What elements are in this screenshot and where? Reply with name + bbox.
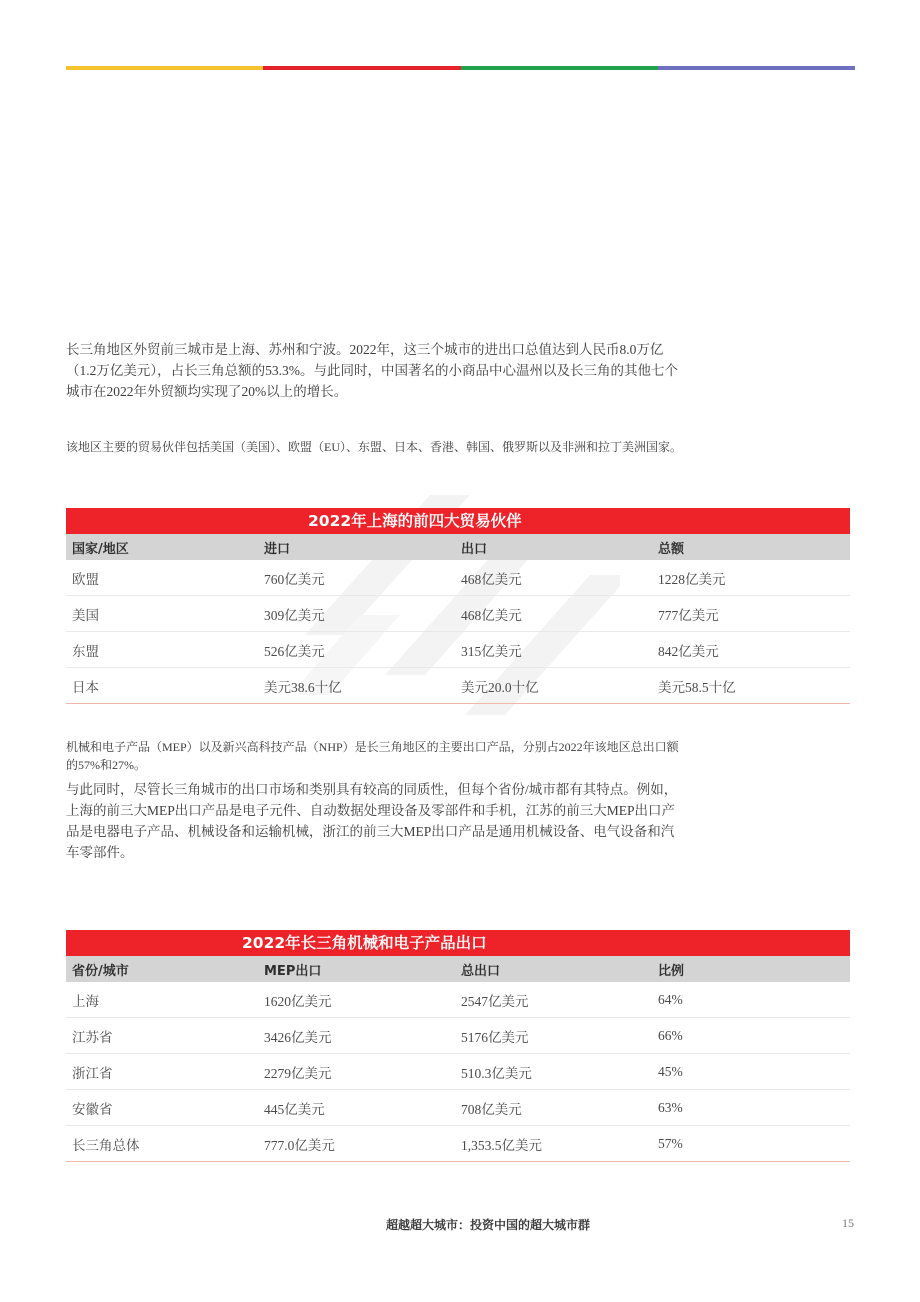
header-mep-export: MEP出口 [264, 963, 322, 979]
table-row [66, 1054, 850, 1090]
cell-total: 842亿美元 [658, 643, 719, 659]
table-row [66, 1126, 850, 1162]
table-row [66, 668, 850, 704]
cell-import: 309亿美元 [264, 607, 325, 623]
cell-total: 美元58.5十亿 [658, 679, 736, 695]
cell-province: 长三角总体 [72, 1137, 140, 1153]
table-row [66, 560, 850, 596]
cell-import: 760亿美元 [264, 571, 325, 587]
cell-country: 东盟 [72, 643, 99, 659]
cell-province: 江苏省 [72, 1029, 113, 1045]
paragraph-mep-nhp: 机械和电子产品（MEP）以及新兴高科技产品（NHP）是长三角地区的主要出口产品，分别占2022年该地区总出口额的57%和27%。 [66, 740, 679, 772]
cell-mep-export: 2279亿美元 [264, 1065, 332, 1081]
table-header-row [66, 956, 850, 982]
cell-ratio: 45% [658, 1063, 683, 1079]
cell-mep-export: 777.0亿美元 [264, 1137, 335, 1153]
cell-export: 468亿美元 [461, 571, 522, 587]
cell-total-export: 510.3亿美元 [461, 1065, 532, 1081]
cell-province: 上海 [72, 993, 99, 1009]
header-total-export: 总出口 [461, 963, 501, 979]
cell-ratio: 66% [658, 1027, 683, 1043]
header-import: 进口 [264, 541, 291, 557]
table-title: 2022年上海的前四大贸易伙伴 [66, 508, 850, 534]
cell-total-export: 2547亿美元 [461, 993, 529, 1009]
cell-total-export: 5176亿美元 [461, 1029, 529, 1045]
cell-total-export: 1,353.5亿美元 [461, 1137, 542, 1153]
paragraph-trade-partners: 该地区主要的贸易伙伴包括美国（美国）、欧盟（EU）、东盟、日本、香港、韩国、俄罗斯以及非洲和拉丁美洲国家。 [66, 440, 683, 454]
cell-mep-export: 445亿美元 [264, 1101, 325, 1117]
table-row [66, 1090, 850, 1126]
color-bar-segment [658, 66, 855, 70]
cell-import: 526亿美元 [264, 643, 325, 659]
cell-export: 美元20.0十亿 [461, 679, 539, 695]
cell-export: 315亿美元 [461, 643, 522, 659]
footer-report-title: 超越超大城市：投资中国的超大城市群 [386, 1218, 591, 1232]
cell-import: 美元38.6十亿 [264, 679, 342, 695]
cell-ratio: 64% [658, 991, 683, 1007]
cell-country: 欧盟 [72, 571, 99, 587]
cell-province: 安徽省 [72, 1101, 113, 1117]
cell-ratio: 57% [658, 1135, 683, 1151]
cell-mep-export: 3426亿美元 [264, 1029, 332, 1045]
cell-country: 美国 [72, 607, 99, 623]
paragraph-province-features: 与此同时，尽管长三角城市的出口市场和类别具有较高的同质性，但每个省份/城市都有其特点。例如，上海的前三大MEP出口产品是电子元件、自动数据处理设备及零部件和手机，江苏的前三大MEP出口产品是电器电子产品、机械设备和运输机械，浙江的前三大MEP出口产品是通用机械设备、电气设备和汽车零部件。 [66, 782, 678, 860]
color-bar-segment [66, 66, 263, 70]
table-row [66, 632, 850, 668]
table-row [66, 596, 850, 632]
table-header-row [66, 534, 850, 560]
paragraph-top-cities: 长三角地区外贸前三城市是上海、苏州和宁波。2022年，这三个城市的进出口总值达到人民币8.0万亿（1.2万亿美元），占长三角总额的53.3%。与此同时，中国著名的小商品中心温州以及长三角的其他七个城市在2022年外贸额均实现了20%以上的增长。 [66, 342, 678, 399]
header-total: 总额 [658, 541, 685, 557]
page-number: 15 [842, 1216, 854, 1230]
color-bar-segment [263, 66, 460, 70]
shanghai-trade-partners-table [66, 508, 850, 704]
header-province: 省份/城市 [72, 963, 129, 979]
table-row [66, 982, 850, 1018]
header-export: 出口 [461, 541, 488, 557]
cell-ratio: 63% [658, 1099, 683, 1115]
table-title: 2022年长三角机械和电子产品出口 [66, 930, 850, 956]
cell-total-export: 708亿美元 [461, 1101, 522, 1117]
cell-export: 468亿美元 [461, 607, 522, 623]
cell-total: 1228亿美元 [658, 571, 726, 587]
cell-country: 日本 [72, 679, 99, 695]
top-color-bar [66, 66, 855, 70]
header-country: 国家/地区 [72, 541, 129, 557]
cell-mep-export: 1620亿美元 [264, 993, 332, 1009]
cell-province: 浙江省 [72, 1065, 113, 1081]
header-ratio: 比例 [658, 963, 685, 979]
mep-export-table [66, 930, 850, 1162]
table-row [66, 1018, 850, 1054]
color-bar-segment [461, 66, 658, 70]
cell-total: 777亿美元 [658, 607, 719, 623]
